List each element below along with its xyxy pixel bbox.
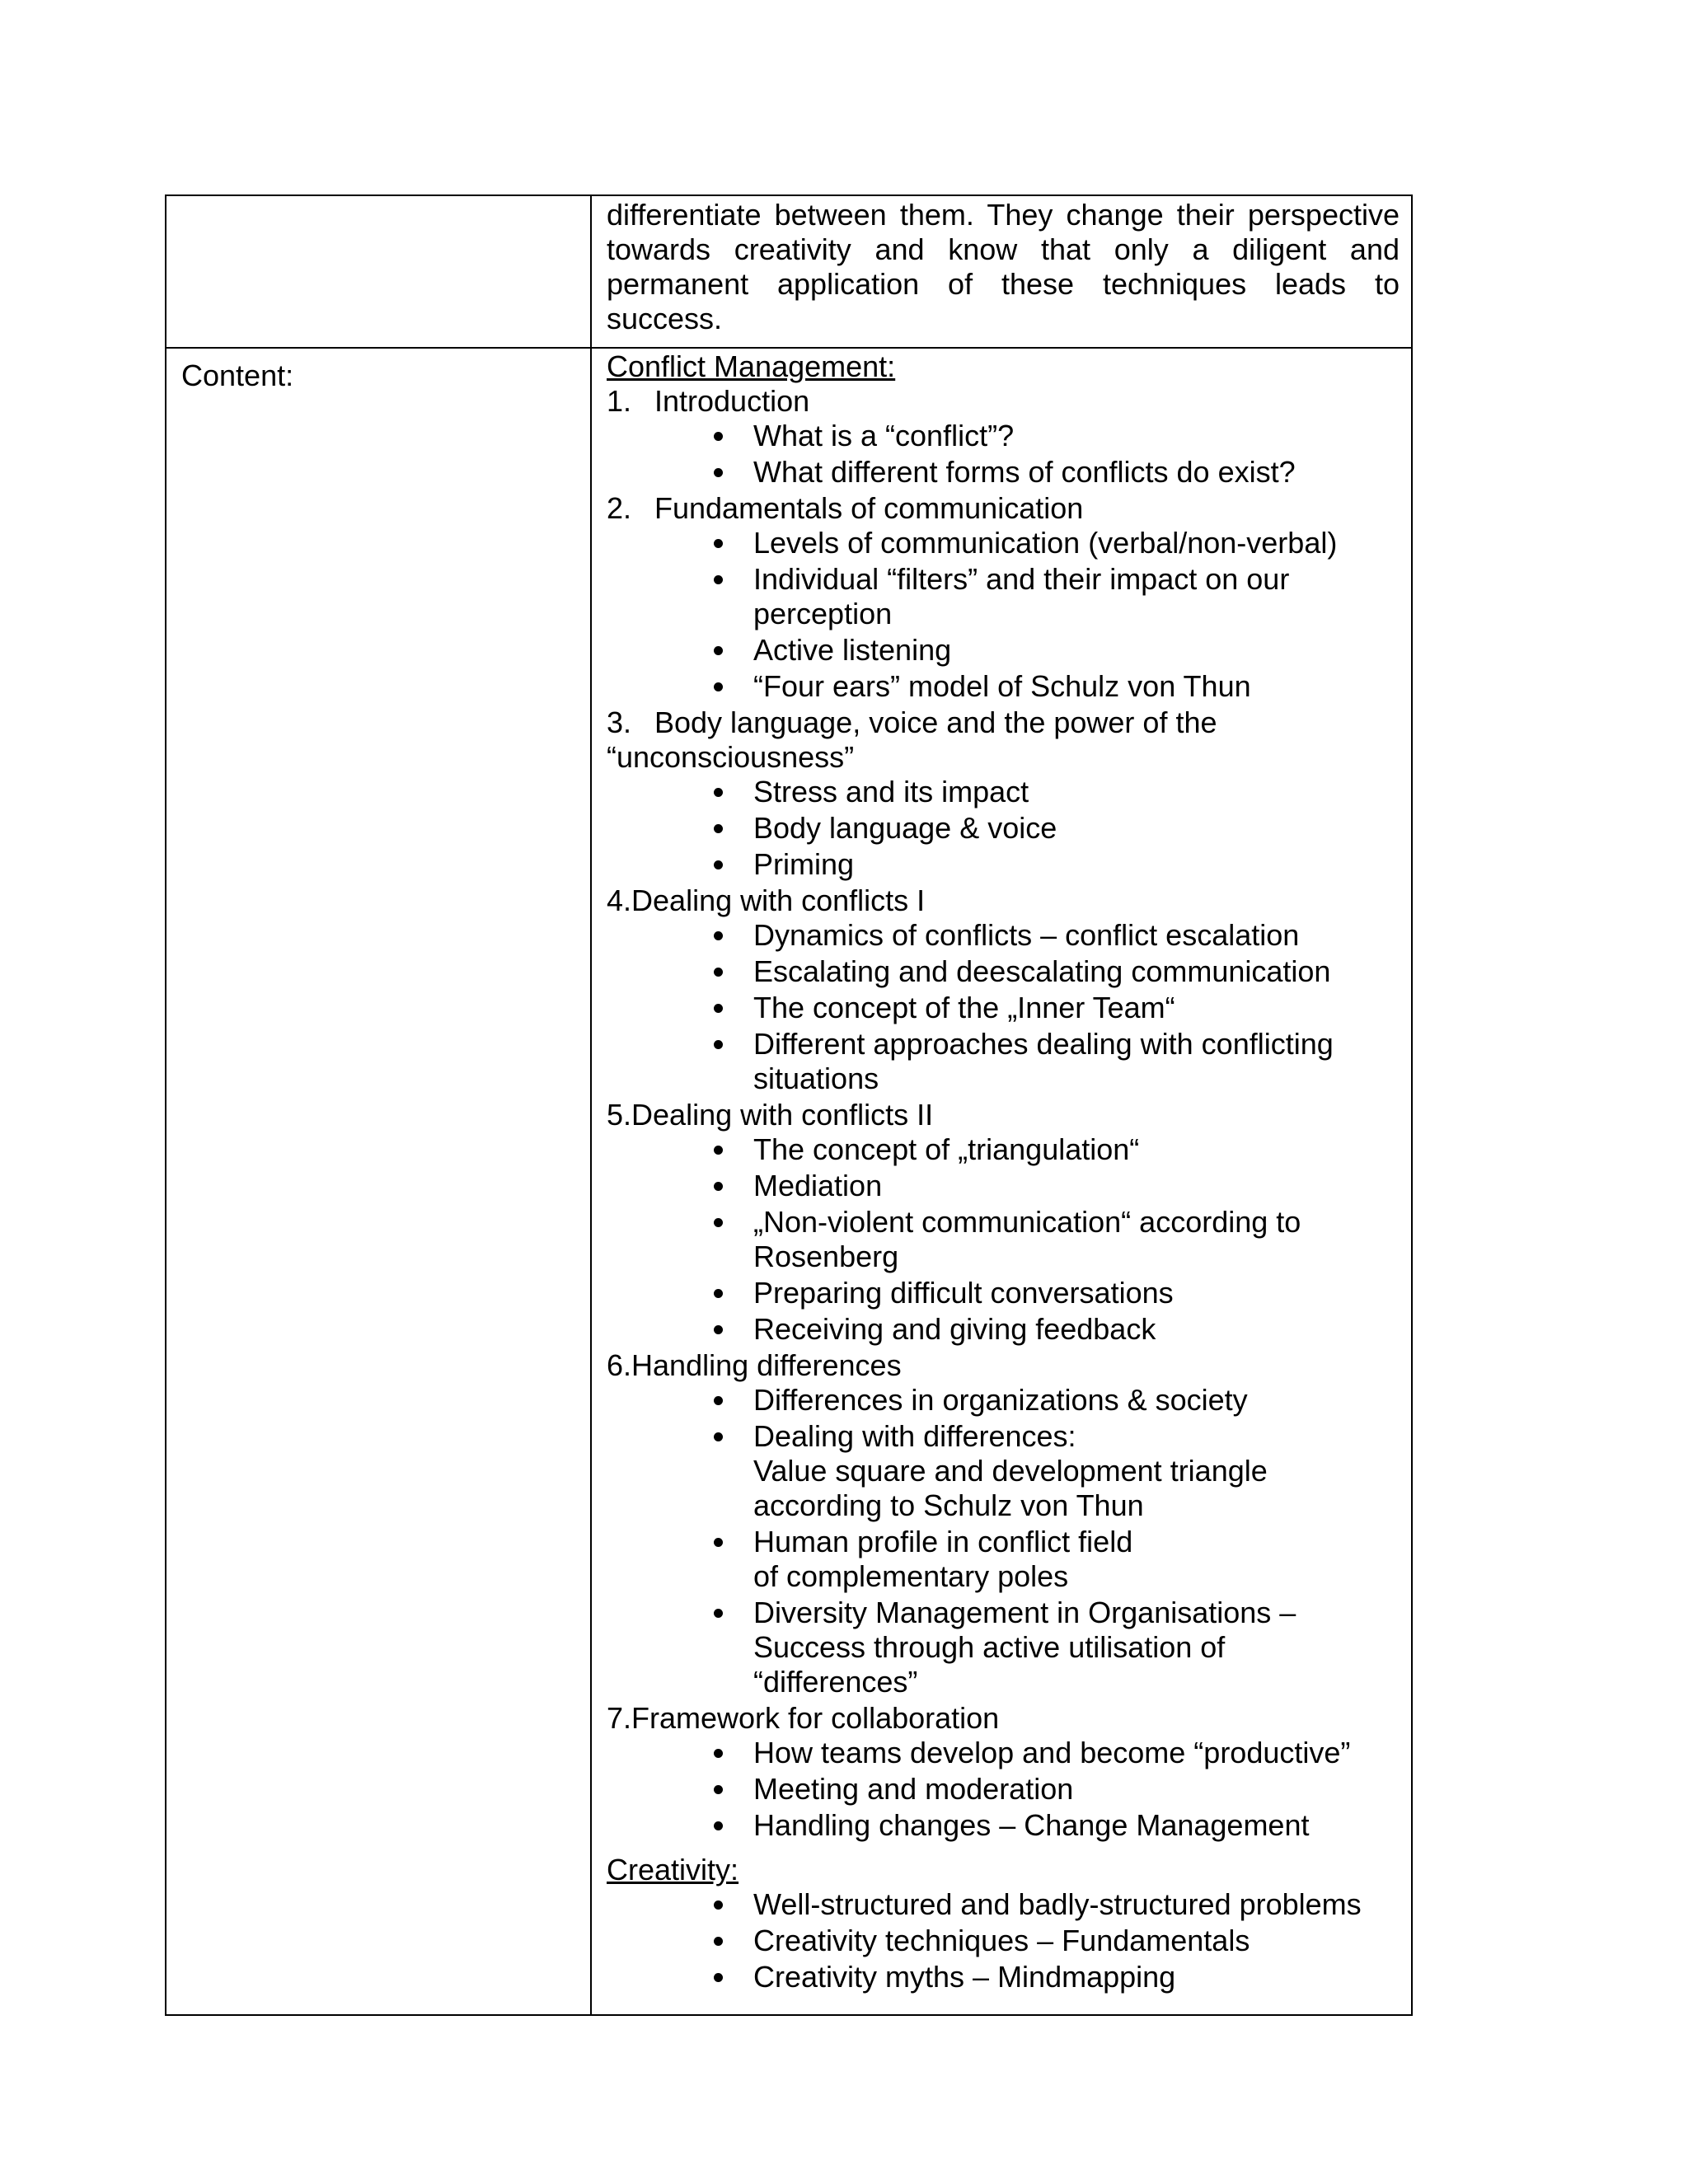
section-title: Dealing with conflicts II (631, 1098, 934, 1132)
text-line: differentiate between them. They change their perspective (607, 198, 1400, 232)
section-heading (607, 1701, 1400, 1736)
content-cell (607, 349, 1400, 1996)
section-number: 1. (607, 384, 632, 418)
section-title: Handling differences (631, 1348, 902, 1382)
section-number: 4. (607, 883, 632, 917)
list-item-text: What different forms of conflicts do exist? (753, 455, 1296, 489)
text-line: towards creativity and know that only a diligent and (607, 232, 1400, 266)
list-item (607, 526, 1400, 560)
list-item-text: How teams develop and become “productive” (753, 1736, 1351, 1769)
section-title: Introduction (654, 384, 810, 418)
list-item-text: Creativity techniques – Fundamentals (753, 1924, 1250, 1957)
text-line: permanent application of these techniques leads to (607, 267, 1400, 301)
list-item (607, 1132, 1400, 1167)
list-item-text: Well-structured and badly-structured problems (753, 1887, 1362, 1921)
section-heading (607, 883, 1400, 918)
list-item (607, 1887, 1400, 1922)
list-item (607, 1596, 1400, 1699)
creativity-list (607, 1887, 1400, 1994)
section-bullets (607, 918, 1400, 1096)
list-item (607, 775, 1400, 809)
list-item (607, 1027, 1400, 1096)
list-item (607, 954, 1400, 989)
list-item-text: Priming (753, 847, 855, 881)
content-label: Content: (181, 359, 294, 392)
section-number: 6. (607, 1348, 632, 1382)
conflict-sections (607, 384, 1400, 1843)
list-item-text: „Non-violent communication“ according to Rosenberg (753, 1205, 1301, 1273)
section-title: Dealing with conflicts I (631, 883, 926, 917)
list-item-text: Dealing with differences: (753, 1419, 1076, 1453)
list-item-text: Body language & voice (753, 811, 1057, 845)
list-item-text: Receiving and giving feedback (753, 1312, 1156, 1346)
section-bullets (607, 1736, 1400, 1843)
list-item (607, 455, 1400, 490)
list-item-text: Stress and its impact (753, 775, 1029, 808)
list-item-text: according to Schulz von Thun (753, 1488, 1144, 1522)
list-item (607, 1276, 1400, 1310)
conflict-heading: Conflict Management: (607, 349, 896, 383)
section-number: 2. (607, 491, 632, 525)
section-heading (607, 705, 1400, 740)
list-item-text: Levels of communication (verbal/non-verbal) (753, 526, 1338, 560)
list-item (607, 562, 1400, 631)
list-item (607, 669, 1400, 704)
row-divider (166, 347, 1411, 349)
list-item-text: Escalating and deescalating communication (753, 954, 1331, 988)
list-item-text: What is a “conflict”? (753, 419, 1015, 452)
section-title: Fundamentals of communication (654, 491, 1084, 525)
list-item (607, 1169, 1400, 1203)
list-item-text: Preparing difficult conversations (753, 1276, 1174, 1310)
list-item (607, 1525, 1400, 1594)
list-item (607, 918, 1400, 953)
section-number: 5. (607, 1098, 632, 1132)
list-item (607, 991, 1400, 1025)
section-bullets (607, 526, 1400, 704)
section-bullets (607, 419, 1400, 490)
list-item-text: Active listening (753, 633, 952, 667)
list-item-text: “differences” (753, 1665, 918, 1699)
list-item (607, 811, 1400, 846)
section-bullets (607, 775, 1400, 882)
list-item (607, 1419, 1400, 1523)
list-item-text: Value square and development triangle (753, 1454, 1268, 1488)
column-divider (590, 196, 592, 2014)
section-number: 3. (607, 705, 632, 739)
section-bullets (607, 1383, 1400, 1699)
text-line: success. (607, 302, 723, 335)
section-heading (607, 384, 1400, 419)
list-item (607, 419, 1400, 453)
list-item-text: “Four ears” model of Schulz von Thun (753, 669, 1251, 703)
list-item (607, 633, 1400, 668)
section-title-cont: “unconsciousness” (607, 740, 855, 774)
list-item-text: The concept of the „Inner Team“ (753, 991, 1175, 1024)
list-item (607, 1808, 1400, 1843)
list-item (607, 847, 1400, 882)
list-item-text: Meeting and moderation (753, 1772, 1074, 1806)
list-item-text: Diversity Management in Organisations – (753, 1596, 1296, 1629)
list-item-text: Different approaches dealing with conflicting situations (753, 1027, 1334, 1095)
list-item-text: Handling changes – Change Management (753, 1808, 1310, 1842)
list-item-text: Differences in organizations & society (753, 1383, 1248, 1417)
section-heading (607, 491, 1400, 526)
section-number: 7. (607, 1701, 632, 1735)
creativity-heading: Creativity: (607, 1853, 739, 1886)
list-item-text: Creativity myths – Mindmapping (753, 1960, 1176, 1994)
list-item-text: Success through active utilisation of (753, 1630, 1226, 1664)
list-item (607, 1772, 1400, 1807)
list-item-text: The concept of „triangulation“ (753, 1132, 1140, 1166)
section-heading (607, 1348, 1400, 1383)
list-item (607, 1924, 1400, 1958)
list-item (607, 1205, 1400, 1274)
course-table (165, 194, 1413, 2016)
list-item-text: Mediation (753, 1169, 883, 1202)
list-item-text: Individual “filters” and their impact on our perception (753, 562, 1290, 630)
objectives-continuation (607, 198, 1400, 336)
list-item (607, 1383, 1400, 1418)
list-item (607, 1960, 1400, 1994)
section-bullets (607, 1132, 1400, 1347)
section-heading (607, 1098, 1400, 1132)
list-item (607, 1312, 1400, 1347)
section-title: Body language, voice and the power of the (654, 705, 1217, 739)
list-item (607, 1736, 1400, 1770)
list-item-text: Human profile in conflict field (753, 1525, 1133, 1558)
section-title: Framework for collaboration (631, 1701, 1000, 1735)
list-item-text: of complementary poles (753, 1559, 1069, 1593)
list-item-text: Dynamics of conflicts – conflict escalation (753, 918, 1300, 952)
